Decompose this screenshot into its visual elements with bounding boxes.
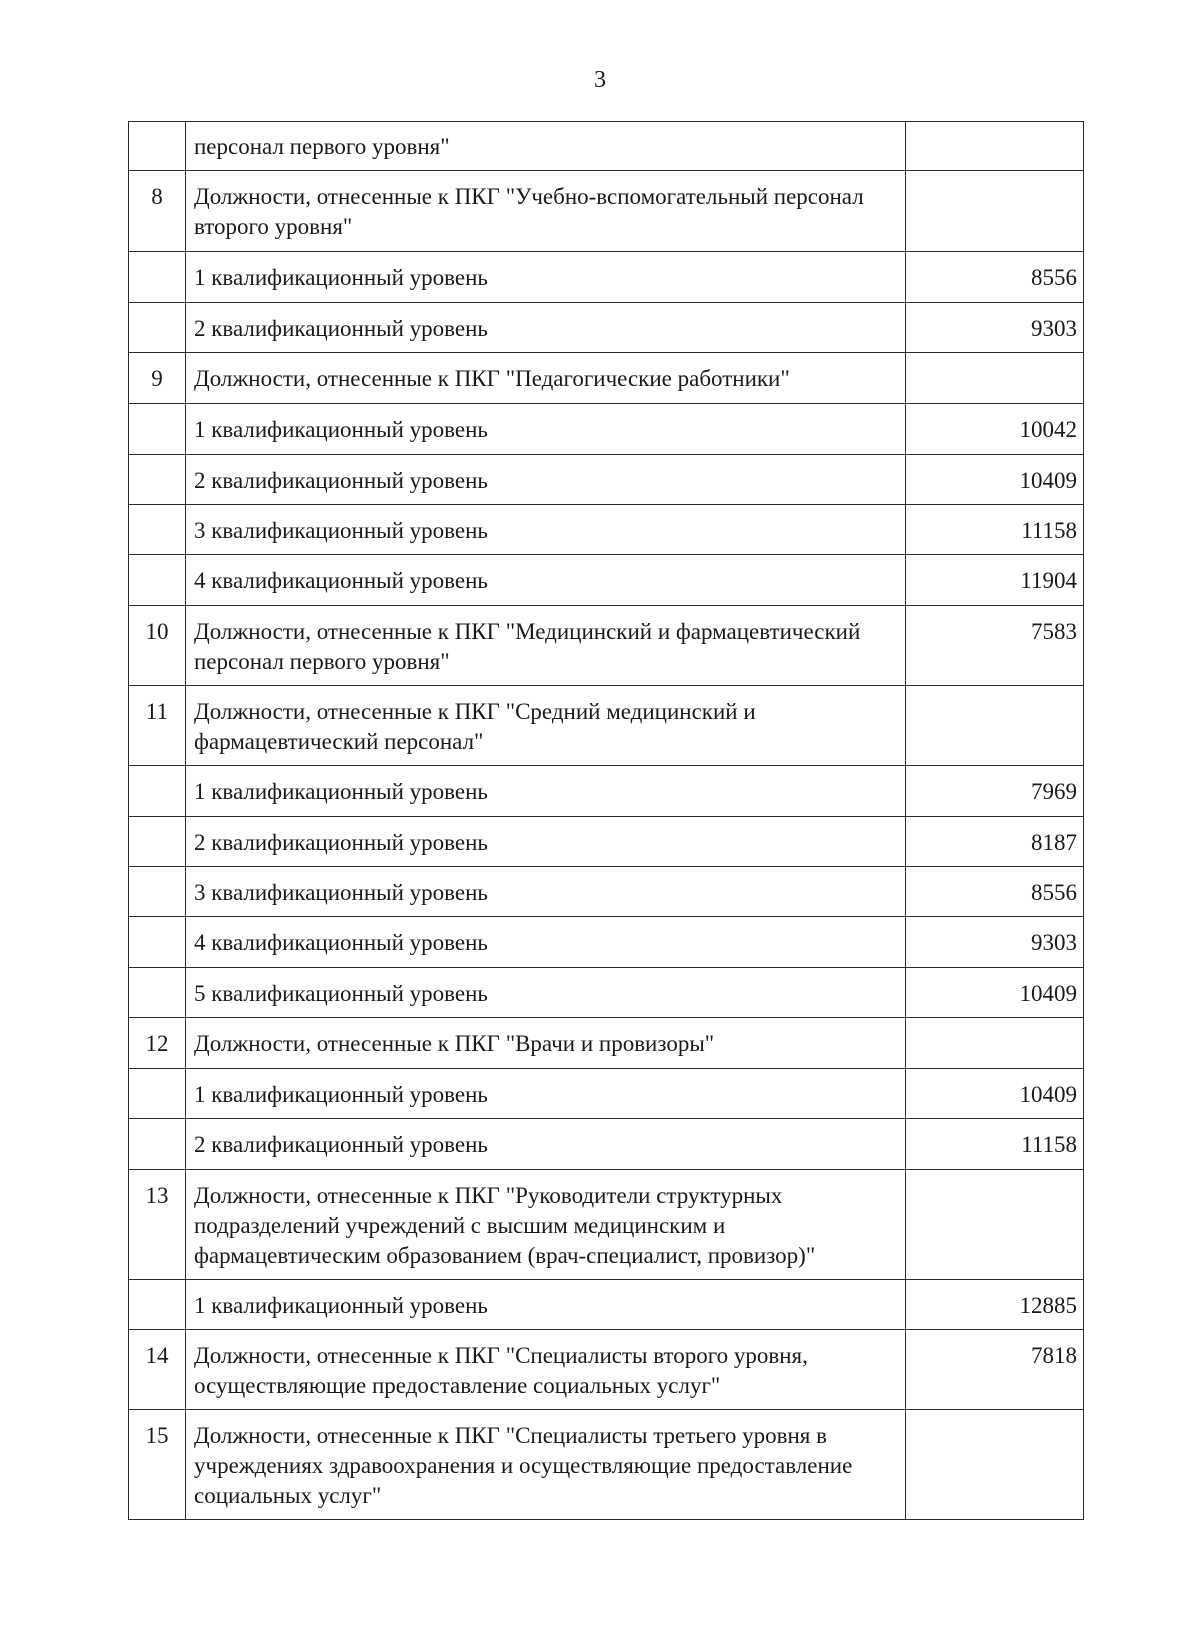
- row-description: персонал первого уровня": [186, 122, 906, 171]
- row-description: 1 квалификационный уровень: [186, 766, 906, 817]
- row-number: 10: [129, 606, 186, 686]
- row-number: [129, 1280, 186, 1330]
- table-row: [129, 606, 1084, 686]
- row-description: Должности, отнесенные к ПКГ "Специалисты второго уровня, осуществляющие предоставление социальных услуг": [186, 1330, 906, 1410]
- salary-table: [128, 121, 1084, 1520]
- row-number: [129, 766, 186, 817]
- row-number: 13: [129, 1170, 186, 1280]
- row-value: 10409: [906, 968, 1084, 1018]
- row-description: 2 квалификационный уровень: [186, 1119, 906, 1170]
- table-row: [129, 122, 1084, 171]
- row-value: [906, 171, 1084, 252]
- row-value: 11158: [906, 1119, 1084, 1170]
- table-row: [129, 1018, 1084, 1069]
- row-number: 14: [129, 1330, 186, 1410]
- table-row: [129, 766, 1084, 817]
- row-description: Должности, отнесенные к ПКГ "Учебно-вспомогательный персонал второго уровня": [186, 171, 906, 252]
- table-row: [129, 353, 1084, 404]
- row-value: 7969: [906, 766, 1084, 817]
- row-number: [129, 303, 186, 353]
- row-number: 12: [129, 1018, 186, 1069]
- row-number: [129, 252, 186, 303]
- row-description: Должности, отнесенные к ПКГ "Врачи и провизоры": [186, 1018, 906, 1069]
- table-row: [129, 171, 1084, 252]
- row-value: 12885: [906, 1280, 1084, 1330]
- row-number: [129, 122, 186, 171]
- table-row: [129, 252, 1084, 303]
- table-row: [129, 686, 1084, 766]
- row-value: [906, 686, 1084, 766]
- row-value: 7583: [906, 606, 1084, 686]
- row-number: [129, 917, 186, 968]
- row-value: [906, 122, 1084, 171]
- table-row: [129, 404, 1084, 455]
- table-row: [129, 1280, 1084, 1330]
- row-description: 1 квалификационный уровень: [186, 1069, 906, 1119]
- row-number: [129, 555, 186, 606]
- row-description: 4 квалификационный уровень: [186, 917, 906, 968]
- row-value: 7818: [906, 1330, 1084, 1410]
- row-number: 9: [129, 353, 186, 404]
- row-number: [129, 404, 186, 455]
- table-row: [129, 505, 1084, 555]
- table-row: [129, 1410, 1084, 1520]
- row-number: [129, 1119, 186, 1170]
- row-description: 4 квалификационный уровень: [186, 555, 906, 606]
- row-number: 8: [129, 171, 186, 252]
- table-row: [129, 303, 1084, 353]
- row-description: 3 квалификационный уровень: [186, 505, 906, 555]
- row-description: Должности, отнесенные к ПКГ "Педагогические работники": [186, 353, 906, 404]
- row-value: 9303: [906, 917, 1084, 968]
- row-value: 10409: [906, 455, 1084, 505]
- row-description: 2 квалификационный уровень: [186, 303, 906, 353]
- row-description: 3 квалификационный уровень: [186, 867, 906, 917]
- page-number: 3: [594, 67, 606, 93]
- row-description: 1 квалификационный уровень: [186, 404, 906, 455]
- row-value: 11904: [906, 555, 1084, 606]
- row-value: 8556: [906, 867, 1084, 917]
- row-number: [129, 505, 186, 555]
- row-value: 8187: [906, 817, 1084, 867]
- table-row: [129, 1119, 1084, 1170]
- row-value: 9303: [906, 303, 1084, 353]
- row-description: Должности, отнесенные к ПКГ "Медицинский и фармацевтический персонал первого уровня": [186, 606, 906, 686]
- row-value: 10042: [906, 404, 1084, 455]
- table-row: [129, 555, 1084, 606]
- table-row: [129, 455, 1084, 505]
- table-row: [129, 817, 1084, 867]
- row-value: [906, 1170, 1084, 1280]
- row-number: [129, 867, 186, 917]
- row-description: 2 квалификационный уровень: [186, 817, 906, 867]
- table-row: [129, 1069, 1084, 1119]
- row-description: Должности, отнесенные к ПКГ "Специалисты третьего уровня в учреждениях здравоохранения и осуществляющие предоставление социальных услуг": [186, 1410, 906, 1520]
- row-value: [906, 1410, 1084, 1520]
- table-row: [129, 867, 1084, 917]
- table-row: [129, 1170, 1084, 1280]
- row-value: [906, 353, 1084, 404]
- table-row: [129, 1330, 1084, 1410]
- row-number: [129, 455, 186, 505]
- row-description: 5 квалификационный уровень: [186, 968, 906, 1018]
- row-number: 15: [129, 1410, 186, 1520]
- row-value: 8556: [906, 252, 1084, 303]
- row-description: 1 квалификационный уровень: [186, 252, 906, 303]
- row-description: Должности, отнесенные к ПКГ "Руководители структурных подразделений учреждений с высшим медицинским и фармацевтическим образованием (врач-специалист, провизор)": [186, 1170, 906, 1280]
- row-number: [129, 1069, 186, 1119]
- row-description: 1 квалификационный уровень: [186, 1280, 906, 1330]
- row-number: [129, 968, 186, 1018]
- row-value: [906, 1018, 1084, 1069]
- row-value: 11158: [906, 505, 1084, 555]
- row-value: 10409: [906, 1069, 1084, 1119]
- table-row: [129, 917, 1084, 968]
- row-number: 11: [129, 686, 186, 766]
- table-row: [129, 968, 1084, 1018]
- row-description: Должности, отнесенные к ПКГ "Средний медицинский и фармацевтический персонал": [186, 686, 906, 766]
- row-description: 2 квалификационный уровень: [186, 455, 906, 505]
- row-number: [129, 817, 186, 867]
